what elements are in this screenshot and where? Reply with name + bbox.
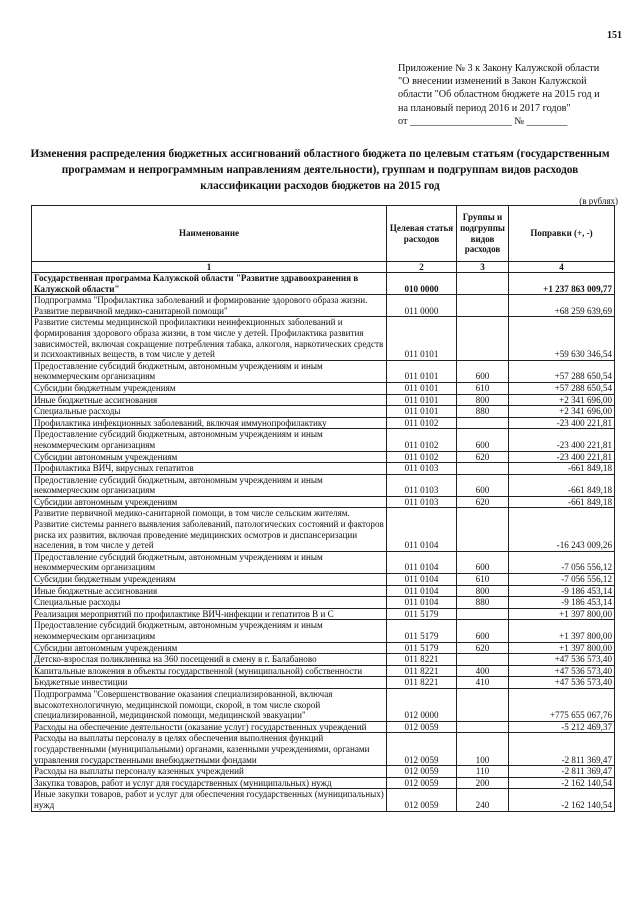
appendix-line: от ____________________ № ________: [398, 115, 568, 127]
row-amount-cell: +1 397 800,00: [509, 642, 615, 654]
row-target-cell: 011 5179: [387, 642, 457, 654]
table-row: [32, 654, 615, 666]
row-amount-cell: +1 397 800,00: [509, 608, 615, 620]
row-amount-cell: +47 536 573,40: [509, 677, 615, 689]
appendix-line: на плановый период 2016 и 2017 годов": [398, 102, 571, 114]
row-target-cell: 011 0103: [387, 463, 457, 475]
row-target-cell: 011 5179: [387, 608, 457, 620]
row-group-cell: [457, 417, 509, 429]
row-group-cell: [457, 654, 509, 666]
row-name-cell: Подпрограмма "Совершенствование оказания специализированной, включая высокотехнологичную, медицинской помощи, скорой, в том числе скорой специализированной, медицинской помощи, медицинской эвакуации": [32, 688, 387, 721]
table-row: [32, 394, 615, 406]
row-group-cell: 410: [457, 677, 509, 689]
table-row: [32, 608, 615, 620]
row-amount-cell: -23 400 221,81: [509, 417, 615, 429]
appendix-note: [398, 62, 616, 128]
header-amount: Поправки (+, -): [509, 206, 615, 262]
row-target-cell: 011 0104: [387, 574, 457, 586]
row-target-cell: 011 0101: [387, 394, 457, 406]
row-name-cell: Субсидии бюджетным учреждениям: [32, 574, 387, 586]
row-amount-cell: +68 259 639,69: [509, 295, 615, 317]
table-row: [32, 382, 615, 394]
table-row: [32, 688, 615, 721]
row-group-cell: 600: [457, 551, 509, 573]
row-target-cell: 011 0101: [387, 360, 457, 382]
row-name-cell: Субсидии автономным учреждениям: [32, 642, 387, 654]
table-row: [32, 463, 615, 475]
row-name-cell: Реализация мероприятий по профилактике ВИЧ-инфекции и гепатитов В и С: [32, 608, 387, 620]
header-name: Наименование: [32, 206, 387, 262]
row-target-cell: 012 0059: [387, 789, 457, 811]
appendix-line: "О внесении изменений в Закон Калужской: [398, 76, 587, 88]
row-name-cell: Субсидии автономным учреждениям: [32, 496, 387, 508]
row-group-cell: 880: [457, 597, 509, 609]
row-name-cell: Специальные расходы: [32, 597, 387, 609]
row-target-cell: 011 0102: [387, 417, 457, 429]
table-row: [32, 474, 615, 496]
row-group-cell: 620: [457, 496, 509, 508]
table-row: [32, 585, 615, 597]
row-name-cell: Бюджетные инвестиции: [32, 677, 387, 689]
row-amount-cell: +57 288 650,54: [509, 382, 615, 394]
col-number: 2: [387, 262, 457, 273]
row-group-cell: 620: [457, 642, 509, 654]
row-group-cell: [457, 273, 509, 295]
row-name-cell: Государственная программа Калужской области "Развитие здравоохранения в Калужской области": [32, 273, 387, 295]
row-target-cell: 011 0101: [387, 406, 457, 418]
row-target-cell: 011 0101: [387, 317, 457, 360]
table-row: [32, 597, 615, 609]
row-name-cell: Подпрограмма "Профилактика заболеваний и формирование здорового образа жизни. Развитие первичной медико-санитарной помощи": [32, 295, 387, 317]
row-group-cell: 600: [457, 360, 509, 382]
row-group-cell: [457, 608, 509, 620]
row-target-cell: 011 0101: [387, 382, 457, 394]
row-amount-cell: -2 811 369,47: [509, 766, 615, 778]
table-row: [32, 665, 615, 677]
row-amount-cell: -9 186 453,14: [509, 585, 615, 597]
row-amount-cell: -9 186 453,14: [509, 597, 615, 609]
row-name-cell: Субсидии бюджетным учреждениям: [32, 382, 387, 394]
row-group-cell: [457, 317, 509, 360]
row-amount-cell: -2 162 140,54: [509, 777, 615, 789]
row-amount-cell: -23 400 221,81: [509, 451, 615, 463]
row-group-cell: [457, 721, 509, 733]
table-row: [32, 721, 615, 733]
row-target-cell: 011 0103: [387, 496, 457, 508]
row-target-cell: 012 0059: [387, 777, 457, 789]
row-name-cell: Закупка товаров, работ и услуг для государственных (муниципальных) нужд: [32, 777, 387, 789]
row-amount-cell: -661 849,18: [509, 463, 615, 475]
table-row: [32, 317, 615, 360]
appendix-line: Приложение № 3 к Закону Калужской области: [398, 63, 600, 74]
table-row: [32, 406, 615, 418]
row-target-cell: 012 0000: [387, 688, 457, 721]
table-row: [32, 642, 615, 654]
row-target-cell: 010 0000: [387, 273, 457, 295]
row-name-cell: Предоставление субсидий бюджетным, автономным учреждениям и иным некоммерческим организациям: [32, 551, 387, 573]
row-name-cell: Предоставление субсидий бюджетным, автономным учреждениям и иным некоммерческим организациям: [32, 429, 387, 451]
row-amount-cell: +57 288 650,54: [509, 360, 615, 382]
row-group-cell: 800: [457, 394, 509, 406]
row-group-cell: 400: [457, 665, 509, 677]
row-target-cell: 011 5179: [387, 620, 457, 642]
row-group-cell: 610: [457, 382, 509, 394]
row-group-cell: 620: [457, 451, 509, 463]
row-target-cell: 011 0104: [387, 597, 457, 609]
document-title: [25, 146, 615, 194]
header-target: Целевая статья расходов: [387, 206, 457, 262]
row-target-cell: 012 0059: [387, 733, 457, 766]
row-name-cell: Предоставление субсидий бюджетным, автономным учреждениям и иным некоммерческим организациям: [32, 360, 387, 382]
row-target-cell: 011 0104: [387, 585, 457, 597]
row-name-cell: Профилактика инфекционных заболеваний, включая иммунопрофилактику: [32, 417, 387, 429]
row-name-cell: Детско-взрослая поликлиника на 360 посещений в смену в г. Балабаново: [32, 654, 387, 666]
row-amount-cell: +2 341 696,00: [509, 406, 615, 418]
table-row: [32, 620, 615, 642]
row-target-cell: 011 0102: [387, 429, 457, 451]
appendix-line: области "Об областном бюджете на 2015 год и: [398, 89, 600, 101]
row-amount-cell: -661 849,18: [509, 474, 615, 496]
unit-note: (в рублях): [579, 196, 618, 206]
row-group-cell: 600: [457, 429, 509, 451]
row-name-cell: Субсидии автономным учреждениям: [32, 451, 387, 463]
row-name-cell: Расходы на выплаты персоналу в целях обеспечения выполнения функций государственными (муниципальными) органами, казенными учреждениями, органами управления государственными внебюджетными фондами: [32, 733, 387, 766]
row-amount-cell: -23 400 221,81: [509, 429, 615, 451]
row-target-cell: 011 8221: [387, 654, 457, 666]
row-name-cell: Специальные расходы: [32, 406, 387, 418]
page-number: 151: [607, 30, 622, 41]
row-name-cell: Развитие первичной медико-санитарной помощи, в том числе сельским жителям. Развитие системы раннего выявления заболеваний, патологических состояний и факторов риска их развития, включая проведение медицинских осмотров и диспансеризации населения, в том числе у детей: [32, 508, 387, 551]
row-group-cell: [457, 688, 509, 721]
row-target-cell: 011 0104: [387, 508, 457, 551]
row-target-cell: 012 0059: [387, 721, 457, 733]
row-amount-cell: -661 849,18: [509, 496, 615, 508]
row-group-cell: 200: [457, 777, 509, 789]
row-amount-cell: -7 056 556,12: [509, 551, 615, 573]
table-body: [32, 273, 615, 812]
row-name-cell: Предоставление субсидий бюджетным, автономным учреждениям и иным некоммерческим организациям: [32, 474, 387, 496]
table-row: [32, 360, 615, 382]
title-line: программам и непрограммным направлениям деятельности), группам и подгруппам видов расходов: [61, 164, 579, 176]
table-row: [32, 429, 615, 451]
row-amount-cell: +775 655 067,76: [509, 688, 615, 721]
table-row: [32, 574, 615, 586]
row-group-cell: 880: [457, 406, 509, 418]
row-amount-cell: +47 536 573,40: [509, 665, 615, 677]
row-group-cell: 100: [457, 733, 509, 766]
row-group-cell: 610: [457, 574, 509, 586]
row-group-cell: [457, 295, 509, 317]
row-name-cell: Иные закупки товаров, работ и услуг для обеспечения государственных (муниципальных) нужд: [32, 789, 387, 811]
row-amount-cell: -16 243 009,26: [509, 508, 615, 551]
row-target-cell: 011 0103: [387, 474, 457, 496]
col-number: 3: [457, 262, 509, 273]
row-group-cell: 240: [457, 789, 509, 811]
row-target-cell: 011 8221: [387, 665, 457, 677]
header-group: Группы и подгруппы видов расходов: [457, 206, 509, 262]
row-group-cell: [457, 463, 509, 475]
row-name-cell: Иные бюджетные ассигнования: [32, 585, 387, 597]
table-row: [32, 766, 615, 778]
row-amount-cell: +1 237 863 009,77: [509, 273, 615, 295]
table-row: [32, 777, 615, 789]
row-group-cell: 600: [457, 620, 509, 642]
title-line: классификации расходов бюджетов на 2015 год: [200, 180, 440, 192]
row-name-cell: Развитие системы медицинской профилактики неинфекционных заболеваний и формирования здорового образа жизни, в том числе у детей. Профилактика развития зависимостей, включая сокращение потребления табака, алкоголя, наркотических средств и психоактивных веществ, в том числе у детей: [32, 317, 387, 360]
row-amount-cell: +1 397 800,00: [509, 620, 615, 642]
table-row: [32, 789, 615, 811]
row-amount-cell: -5 212 469,37: [509, 721, 615, 733]
table-row: [32, 417, 615, 429]
table-row: [32, 733, 615, 766]
row-name-cell: Профилактика ВИЧ, вирусных гепатитов: [32, 463, 387, 475]
col-number: 4: [509, 262, 615, 273]
row-name-cell: Расходы на обеспечение деятельности (оказание услуг) государственных учреждений: [32, 721, 387, 733]
row-amount-cell: +59 630 346,54: [509, 317, 615, 360]
row-group-cell: [457, 508, 509, 551]
row-name-cell: Расходы на выплаты персоналу казенных учреждений: [32, 766, 387, 778]
row-target-cell: 011 0000: [387, 295, 457, 317]
row-amount-cell: -2 162 140,54: [509, 789, 615, 811]
table-row: [32, 551, 615, 573]
row-target-cell: 011 8221: [387, 677, 457, 689]
table-row: [32, 295, 615, 317]
row-group-cell: 110: [457, 766, 509, 778]
title-line: Изменения распределения бюджетных ассигнований областного бюджета по целевым статьям (государственным: [30, 148, 610, 160]
row-target-cell: 011 0102: [387, 451, 457, 463]
row-target-cell: 011 0104: [387, 551, 457, 573]
row-amount-cell: +47 536 573,40: [509, 654, 615, 666]
col-number: 1: [32, 262, 387, 273]
row-amount-cell: -2 811 369,47: [509, 733, 615, 766]
budget-table: [31, 205, 615, 812]
table-row: [32, 508, 615, 551]
table-row: [32, 496, 615, 508]
row-amount-cell: +2 341 696,00: [509, 394, 615, 406]
row-name-cell: Иные бюджетные ассигнования: [32, 394, 387, 406]
table-row: [32, 273, 615, 295]
table-row: [32, 451, 615, 463]
row-target-cell: 012 0059: [387, 766, 457, 778]
row-name-cell: Капитальные вложения в объекты государственной (муниципальной) собственности: [32, 665, 387, 677]
row-group-cell: 600: [457, 474, 509, 496]
row-amount-cell: -7 056 556,12: [509, 574, 615, 586]
row-name-cell: Предоставление субсидий бюджетным, автономным учреждениям и иным некоммерческим организациям: [32, 620, 387, 642]
row-group-cell: 800: [457, 585, 509, 597]
table-row: [32, 677, 615, 689]
